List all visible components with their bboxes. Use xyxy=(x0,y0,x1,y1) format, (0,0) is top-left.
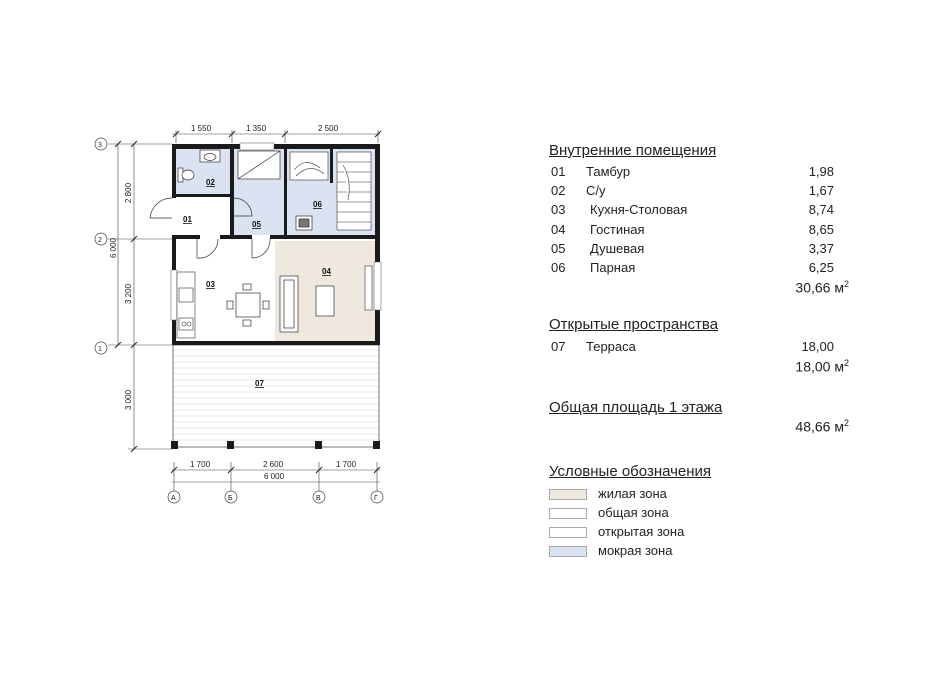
room-area: 1,67 xyxy=(808,183,834,198)
room-label-04: 04 xyxy=(322,267,331,276)
room-area: 8,65 xyxy=(808,222,834,237)
interior-total-unit-sup: 2 xyxy=(843,279,849,289)
room-name: Терраса xyxy=(586,339,636,354)
room-label-03: 03 xyxy=(206,280,215,289)
axis-col-b: Б xyxy=(228,495,233,502)
open-total-unit-sup: 2 xyxy=(843,358,849,368)
legend-label: мокрая зона xyxy=(598,543,673,558)
room-row-05 xyxy=(549,241,834,259)
room-num: 03 xyxy=(551,202,566,217)
room-area: 1,98 xyxy=(808,164,834,179)
dim-bottom-total: 6 000 xyxy=(264,472,285,481)
axis-row-1: 1 xyxy=(98,346,102,353)
room-num: 07 xyxy=(551,339,566,354)
open-total xyxy=(795,358,849,375)
dim-left-2: 3 200 xyxy=(124,283,133,304)
sofa-icon xyxy=(280,276,298,332)
dim-top-2: 1 350 xyxy=(246,124,267,133)
axis-row-2: 2 xyxy=(98,237,102,244)
legend-swatch xyxy=(549,527,587,538)
room-area: 6,25 xyxy=(808,260,834,275)
room-num: 06 xyxy=(551,260,566,275)
room-row-04 xyxy=(549,222,834,240)
room-area: 18,00 xyxy=(801,339,834,354)
room-label-05: 05 xyxy=(252,220,261,229)
kitchen-counter-icon xyxy=(177,272,195,338)
room-name: Парная xyxy=(590,260,636,275)
legend-swatch xyxy=(549,508,587,519)
open-total-value: 18,00 м xyxy=(795,358,844,375)
legend-swatch xyxy=(549,489,587,500)
dim-top-1: 1 550 xyxy=(191,124,212,133)
overall-title: Общая площадь 1 этажа xyxy=(549,399,723,416)
terrace-boards xyxy=(173,350,379,440)
overall-total xyxy=(795,418,849,435)
shower-tray-icon xyxy=(238,151,280,179)
overall-total-value: 48,66 м xyxy=(795,418,844,435)
legend-label: открытая зона xyxy=(598,524,685,539)
overall-total-unit-sup: 2 xyxy=(843,418,849,428)
dim-bottom-2: 2 600 xyxy=(263,460,284,469)
terrace-outline xyxy=(173,345,379,447)
stove-icon xyxy=(296,216,312,230)
dim-left-total: 6 000 xyxy=(109,237,118,258)
open-title: Открытые пространства xyxy=(549,316,719,333)
room-row-03 xyxy=(549,202,834,220)
axis-col-a: А xyxy=(171,495,176,502)
tv-unit-icon xyxy=(365,266,372,310)
legend-label: жилая зона xyxy=(598,486,667,501)
room-label-02: 02 xyxy=(206,178,215,187)
room-label-06: 06 xyxy=(313,200,322,209)
room-area: 8,74 xyxy=(808,202,834,217)
room-name: Кухня-Столовая xyxy=(590,202,688,217)
axis-col-g: Г xyxy=(374,495,378,502)
room-row-07 xyxy=(549,339,834,357)
room-name: Тамбур xyxy=(586,164,631,179)
room-name: Душевая xyxy=(590,241,645,256)
legend-title: Условные обозначения xyxy=(549,463,712,480)
room-area: 3,37 xyxy=(808,241,834,256)
room-num: 01 xyxy=(551,164,566,179)
room-label-01: 01 xyxy=(183,215,192,224)
interior-title: Внутренние помещения xyxy=(549,142,717,159)
room-row-02 xyxy=(549,183,834,201)
terrace-posts xyxy=(171,441,380,449)
dim-top-3: 2 500 xyxy=(318,124,339,133)
dim-bottom-3: 1 700 xyxy=(336,460,357,469)
axis-col-v: В xyxy=(316,495,321,502)
sink-icon xyxy=(200,150,220,162)
legend-label: общая зона xyxy=(598,505,669,520)
room-row-06 xyxy=(549,260,834,278)
dim-left-3: 3 000 xyxy=(124,389,133,410)
room-name: С/у xyxy=(586,183,606,198)
room-num: 02 xyxy=(551,183,566,198)
zone-vestibule xyxy=(172,198,230,238)
interior-total xyxy=(795,279,849,296)
dim-bottom-1: 1 700 xyxy=(190,460,211,469)
room-row-01 xyxy=(549,164,834,182)
room-name: Гостиная xyxy=(590,222,645,237)
axis-row-3: 3 xyxy=(98,142,102,149)
legend-swatch xyxy=(549,546,587,557)
room-label-07: 07 xyxy=(255,379,264,388)
room-num: 04 xyxy=(551,222,566,237)
coffee-table-icon xyxy=(316,286,334,316)
room-num: 05 xyxy=(551,241,566,256)
interior-total-value: 30,66 м xyxy=(795,279,844,296)
dim-left-1: 2 800 xyxy=(124,182,133,203)
